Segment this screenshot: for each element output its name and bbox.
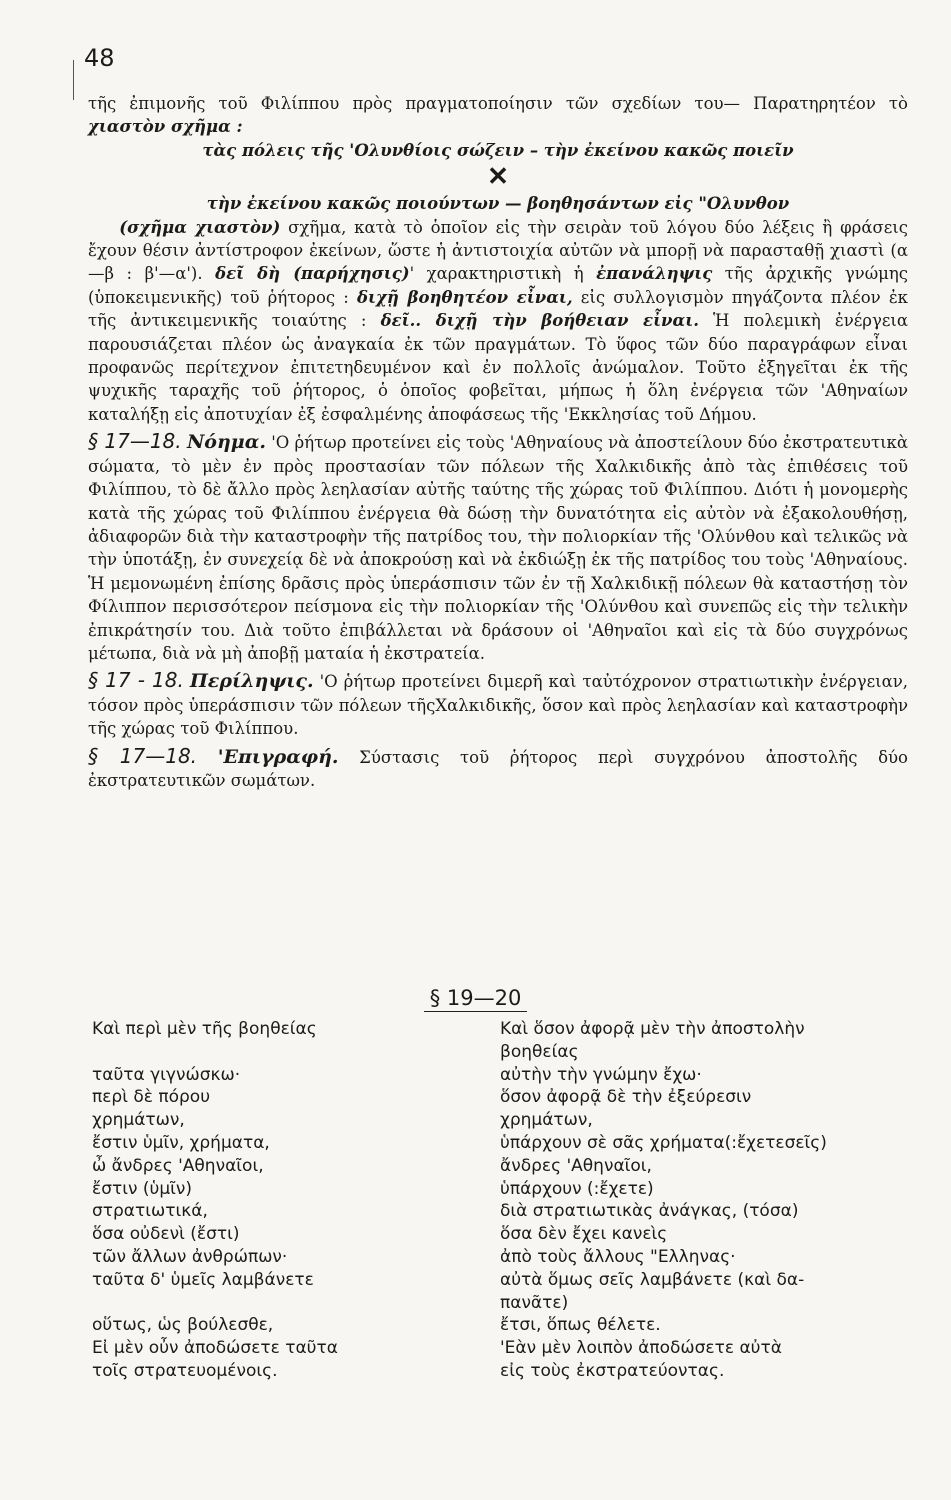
translation-line: πανᾶτε) bbox=[500, 1292, 569, 1313]
translation-line: ὅσον ἀφορᾷ δὲ τὴν ἐξεύρεσιν bbox=[500, 1087, 752, 1108]
greek-line: στρατιωτικά, bbox=[92, 1201, 208, 1222]
translation-line: ἔτσι, ὅπως θέλετε. bbox=[500, 1315, 661, 1336]
greek-line: Καὶ περὶ μὲν τῆς βοηθείας bbox=[92, 1019, 317, 1039]
chiasm-line-1: τὰς πόλεις τῆς 'Ολυνθίοις σώζειν – τὴν ἐκείνου κακῶς ποιεῖν bbox=[202, 140, 794, 160]
noima-paragraph bbox=[88, 430, 908, 665]
chiasm-label: χιαστὸν σχῆμα : bbox=[88, 117, 243, 137]
noima-text: 'Ο ῥήτωρ προτείνει εἰς τοὺς 'Αθηναίους νὰ ἀποστείλουν δύο ἐκστρατευτικὰ σώματα, τὸ μὲν ἐν πρὸς προστασίαν τῶν πόλεων τῆς Χαλκιδικῆς ἀπὸ τὰς ἐπιθέσεις τοῦ Φιλίππου, τὸ δὲ ἄλλο πρὸς λεηλασίαν αὐτῆς ταύτης τῆς χώρας τοῦ Φιλίππου. Διότι ἡ μονομερὴς κατὰ τῆς χώρας τοῦ Φιλίππου ἐνέργεια θὰ δώσῃ τὴν δυνατότητα εἰς αὐτὸν νὰ ἐξακολουθήσῃ, ἀδιαφορῶν διὰ τὴν καταστροφὴν τῆς πατρίδος του, τὴν πολιορκίαν τῆς 'Ολύνθου καὶ τελικῶς νὰ τὴν ὑποτάξῃ, ἐν συνεχείᾳ δὲ νὰ ἀποκρούσῃ καὶ νὰ ἐκδιώξῃ ἐκ τῆς πατρίδος του τοὺς 'Αθηναίους. Ἡ μεμονωμένη ἐπίσης δρᾶσις πρὸς ὑπεράσπισιν τῶν ἐν τῇ Χαλκιδικῇ πόλεων θὰ καταστήσῃ τὸν Φίλιππον περισσότερον πείσμονα εἰς τὴν πολιορκίαν τῆς 'Ολύνθου καὶ συνεπῶς εἰς τὴν τελικὴν ἐπικράτησίν του. Διὰ τοῦτο ἐπιβάλλεται νὰ δράσουν οἱ 'Αθηναῖοι καὶ εἰς τὰ δύο συγχρόνως μέτωπα, διὰ νὰ μὴ ἀποβῇ ματαία ἡ ἐκστρατεία. bbox=[88, 433, 908, 663]
translation-line: ἄνδρες 'Αθηναῖοι, bbox=[500, 1155, 652, 1176]
greek-line: ταῦτα γιγνώσκω· bbox=[92, 1064, 241, 1085]
translation-line: ὑπάρχουν σὲ σᾶς χρήματα(:ἔχετεσεῖς) bbox=[500, 1132, 827, 1153]
term-epanalipsis: ἐπανάληψις bbox=[596, 264, 713, 284]
section-19-20-title: § 19—20 bbox=[424, 986, 528, 1012]
term-paregesis: δεῖ δὴ (παρήχησις) bbox=[215, 264, 410, 284]
translation-line: ὅσα δὲν ἔχει κανεὶς bbox=[500, 1224, 668, 1245]
margin-rule bbox=[73, 60, 74, 100]
noima-section: § 17—18. bbox=[88, 429, 182, 454]
epigrafi-section: § 17—18. bbox=[88, 743, 198, 768]
epigrafi-text: Σύστασις τοῦ ῥήτορος περὶ συγχρόνου ἀποστολῆς δύο ἐκστρατευτικῶν σωμάτων. bbox=[88, 747, 908, 790]
translation-line: διὰ στρατιωτικὰς ἀνάγκας, (τόσα) bbox=[500, 1201, 799, 1222]
greek-line: τῶν ἄλλων ἀνθρώπων· bbox=[92, 1246, 288, 1267]
greek-line: ἔστιν (ὑμῖν) bbox=[92, 1178, 193, 1199]
greek-line: περὶ δὲ πόρου bbox=[92, 1087, 211, 1108]
chiasm-line-2: τὴν ἐκείνου κακῶς ποιούντων — βοηθησάντων εἰς "Ολυνθον bbox=[206, 194, 790, 214]
chiasm-cross-icon: ✕ bbox=[487, 162, 509, 193]
term-dixi-voitheian: δεῖ.. διχῇ τὴν βοήθειαν εἶναι. bbox=[380, 311, 699, 331]
explanation-text-4: εἰς συλλογισμὸν πηγάζοντα πλέον ἐκ τῆς ἀντικειμενικῆς τοιαύτης : bbox=[88, 287, 908, 331]
translation-line: αὐτὰ ὅμως σεῖς λαμβάνετε (καὶ δα- bbox=[500, 1269, 805, 1290]
greek-line: ὅσα οὐδενὶ (ἔστι) bbox=[92, 1224, 240, 1245]
greek-line bbox=[92, 1292, 472, 1315]
term-dixi-voithiteon: διχῇ βοηθητέον εἶναι, bbox=[357, 287, 573, 307]
perilipsis-text: 'Ο ῥήτωρ προτείνει διμερῆ καὶ ταὐτόχρονον στρατιωτικὴν ἐνέργειαν, τόσον πρὸς ὑπεράσπισιν τῶν πόλεων τῆςΧαλκιδικῆς, ὅσον καὶ πρὸς λεηλασίαν καὶ καταστροφὴν τῆς χώρας τοῦ Φιλίππου. bbox=[88, 672, 908, 739]
page-number: 48 bbox=[84, 44, 115, 72]
greek-line: οὕτως, ὡς βούλεσθε, bbox=[92, 1315, 274, 1336]
translation-line: βοηθείας bbox=[500, 1041, 579, 1062]
translation-line: ὑπάρχουν (:ἔχετε) bbox=[500, 1178, 654, 1199]
greek-line: Εἰ μὲν οὖν ἀποδώσετε ταῦτα bbox=[92, 1338, 338, 1359]
explanation-text-5: Ἡ πολεμικὴ ἐνέργεια παρουσιάζεται πλέον ὡς ἀναγκαία ἐκ τῶν πραγμάτων. Τὸ ὕφος τῶν δύο παραγράφων εἶναι προφανῶς περίτεχνον ἐπιτετηδευμένον καὶ ἐν πολλοῖς ἀνώμαλον. Τοῦτο ἐξηγεῖται ἐκ τῆς ψυχικῆς ταραχῆς τοῦ ῥήτορος, ὁ ὁποῖος φοβεῖται, μήπως ἡ ὅλη ἐνέργεια τῶν 'Αθηναίων καταλήξῃ εἰς ἀποτυχίαν ἐξ ἐσφαλμένης ἀποφάσεως τῆς 'Εκκλησίας τοῦ Δήμου. bbox=[88, 311, 908, 424]
explanation-text-3: τῆς ἀρχικῆς γνώμης (ὑποκειμενικῆς) τοῦ ῥήτορος : bbox=[88, 264, 909, 307]
greek-line: ὦ ἄνδρες 'Αθηναῖοι, bbox=[92, 1155, 264, 1176]
greek-line bbox=[92, 1041, 472, 1064]
explanation-text-2: ' χαρακτηριστικὴ ἡ bbox=[409, 264, 584, 284]
explanation-text-1: σχῆμα, κατὰ τὸ ὁποῖον εἰς τὴν σειρὰν τοῦ λόγου δύο λέξεις ἢ φράσεις ἔχουν θέσιν ἀντίστροφον ἐκείνων, ὥστε ἡ ἀντιστοιχία αὐτῶν νὰ μπορῇ νὰ παρασταθῇ χιαστὶ (α—β : β'—α'). bbox=[88, 217, 908, 284]
explanation-paragraph bbox=[88, 216, 908, 427]
translation-line: Καὶ ὅσον ἀφορᾷ μὲν τὴν ἀποστολὴν bbox=[500, 1019, 805, 1039]
greek-line: ταῦτα δ' ὑμεῖς λαμβάνετε bbox=[92, 1269, 314, 1290]
translation-line: 'Εὰν μὲν λοιπὸν ἀποδώσετε αὐτὰ bbox=[500, 1338, 782, 1359]
epigrafi-heading: 'Επιγραφή. bbox=[217, 745, 339, 768]
translation-column bbox=[500, 1018, 920, 1383]
greek-line: χρημάτων, bbox=[92, 1110, 185, 1131]
translation-line: εἰς τοὺς ἐκστρατεύοντας. bbox=[500, 1360, 725, 1381]
intro-paragraph bbox=[88, 92, 908, 139]
perilipsis-section: § 17 - 18. bbox=[88, 668, 184, 693]
greek-text-column bbox=[92, 1018, 472, 1383]
greek-line: ἔστιν ὑμῖν, χρήματα, bbox=[92, 1132, 270, 1153]
translation-line: χρημάτων, bbox=[500, 1110, 593, 1131]
epigrafi-paragraph bbox=[88, 745, 908, 793]
perilipsis-heading: Περίληψις. bbox=[189, 670, 314, 693]
term-chiasm: (σχῆμα χιαστὸν) bbox=[119, 217, 281, 237]
noima-heading: Νόημα. bbox=[186, 431, 266, 454]
intro-text: τῆς ἐπιμονῆς τοῦ Φιλίππου πρὸς πραγματοποίησιν τῶν σχεδίων του— Παρατηρητέον τὸ bbox=[88, 94, 908, 113]
commentary-text bbox=[88, 92, 908, 792]
translation-line: αὐτὴν τὴν γνώμην ἔχω· bbox=[500, 1064, 702, 1085]
greek-line: τοῖς στρατευομένοις. bbox=[92, 1360, 278, 1381]
perilipsis-paragraph bbox=[88, 669, 908, 740]
translation-line: ἀπὸ τοὺς ἄλλους "Ελληνας· bbox=[500, 1246, 736, 1267]
section-19-20-heading bbox=[0, 986, 951, 1010]
